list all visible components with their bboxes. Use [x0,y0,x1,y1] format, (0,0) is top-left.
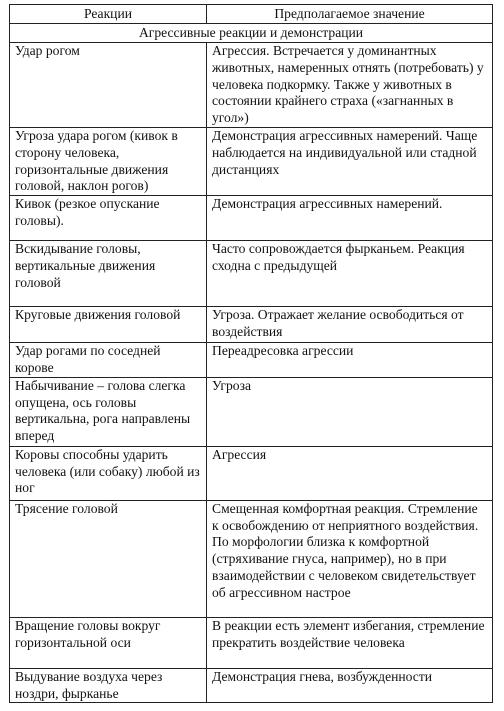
reaction-cell: Выдувание воздуха через ноздри, фырканье [10,668,207,703]
reaction-cell: Вскидывание головы, вертикальные движения головой [10,241,207,307]
table-row [10,241,493,307]
table-row [10,668,493,703]
reaction-cell: Удар рогом [10,43,207,128]
behavior-table [9,4,493,703]
table-row [10,127,493,195]
header-reactions: Реакции [10,5,207,24]
reaction-cell: Удар рогами по соседней корове [10,343,207,378]
section-row [10,24,493,43]
table-row [10,307,493,343]
meaning-cell: Агрессия. Встречается у доминантных животных, намеренных отнять (потребовать) у человека подкормку. Также у животных в состоянии крайнего страха («загнанных в угол») [207,43,493,128]
reaction-cell: Угроза удара рогом (кивок в сторону человека, горизонтальные движения головой, наклон рогов) [10,127,207,195]
meaning-cell: Демонстрация агрессивных намерений. [207,196,493,241]
header-row [10,5,493,24]
meaning-cell: Угроза [207,377,493,446]
meaning-cell: Часто сопровождается фырканьем. Реакция сходна с предыдущей [207,241,493,307]
table-row [10,446,493,500]
table-row [10,500,493,617]
table-row [10,343,493,378]
meaning-cell: Демонстрация агрессивных намерений. Чаще наблюдается на индивидуальной или стадной дистанциях [207,127,493,195]
table-row [10,43,493,128]
meaning-cell: Переадресовка агрессии [207,343,493,378]
reaction-cell: Кивок (резкое опускание головы). [10,196,207,241]
meaning-cell: В реакции есть элемент избегания, стремление прекратить воздействие человека [207,617,493,668]
reaction-cell: Круговые движения головой [10,307,207,343]
meaning-cell: Смещенная комфортная реакция. Стремление к освобождению от неприятного воздействия. По морфологии близка к комфортной (стряхивание гнуса, например), но в при взаимодействии с человеком свидетельствует об агрессивном настрое [207,500,493,617]
table-row [10,377,493,446]
table-row [10,196,493,241]
reaction-cell: Трясение головой [10,500,207,617]
section-title: Агрессивные реакции и демонстрации [10,24,493,43]
reaction-cell: Вращение головы вокруг горизонтальной оси [10,617,207,668]
meaning-cell: Угроза. Отражает желание освободиться от воздействия [207,307,493,343]
header-meaning: Предполагаемое значение [207,5,493,24]
meaning-cell: Демонстрация гнева, возбужденности [207,668,493,703]
table-row [10,617,493,668]
meaning-cell: Агрессия [207,446,493,500]
reaction-cell: Коровы способны ударить человека (или собаку) любой из ног [10,446,207,500]
reaction-cell: Набычивание – голова слегка опущена, ось головы вертикальна, рога направлены вперед [10,377,207,446]
